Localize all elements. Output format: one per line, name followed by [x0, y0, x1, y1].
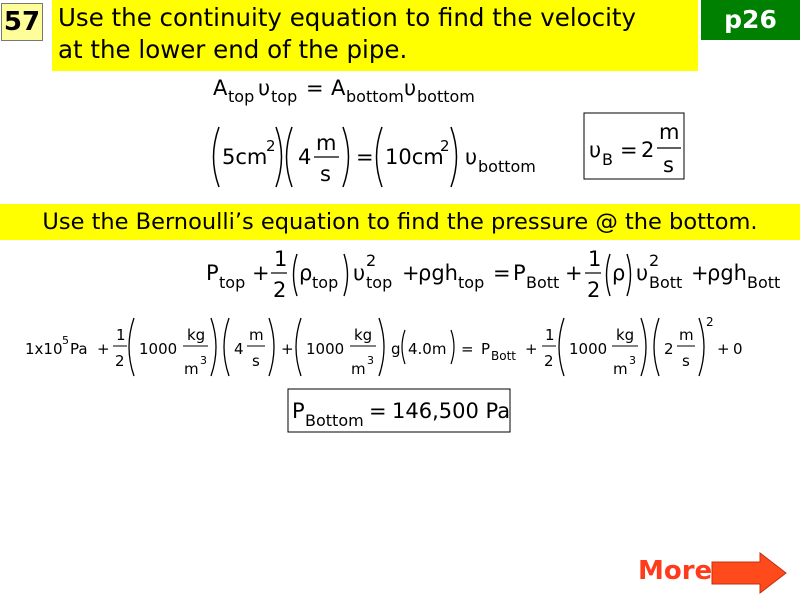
- result1-sub: B: [602, 150, 613, 169]
- eq2-v-bottom: υ: [465, 145, 478, 169]
- eq2-exp-2: 2: [440, 137, 450, 155]
- eq3-half-num-2: 1: [588, 247, 602, 271]
- result1-v: υ: [589, 138, 602, 162]
- velocity-result: [584, 113, 684, 179]
- eq3-plus-4: +: [691, 261, 709, 285]
- title-line-2: at the lower end of the pipe.: [58, 35, 408, 64]
- eq3-P-bott: P: [513, 261, 526, 285]
- eq4-P-bott: P: [481, 340, 491, 358]
- eq2-velocity-value: 4: [298, 145, 312, 169]
- eq4-kg-2: kg: [354, 326, 373, 344]
- eq4-Pa: Pa: [70, 340, 88, 358]
- eq4-unit-s-2: s: [682, 352, 690, 370]
- eq2-unit-s: s: [320, 162, 331, 186]
- eq3-sub-top-4: top: [458, 273, 485, 292]
- eq3-v-top: υ: [353, 261, 366, 285]
- subtitle-bar: Use the Bernoulli’s equation to find the pressure @ the bottom.: [0, 204, 800, 240]
- eq3-plus-3: +: [565, 261, 583, 285]
- eq3-sub-bott-2: Bott: [649, 273, 683, 292]
- eq4-half-den-1: 2: [115, 352, 125, 370]
- eq4-g: g: [391, 340, 401, 358]
- eq4-density-3: 1000: [569, 340, 608, 358]
- eq4-velocity: 4: [234, 340, 244, 358]
- more-link[interactable]: More: [638, 556, 713, 586]
- eq2-area-top: 5cm: [222, 145, 268, 169]
- eq4-unit-m-2: m: [679, 326, 694, 344]
- eq1-A-bottom: A: [331, 76, 346, 100]
- bernoulli-substitution: [25, 315, 743, 378]
- eq1-equals: =: [306, 76, 324, 100]
- eq1-sub-bottom-2: bottom: [417, 87, 475, 106]
- eq4-kg-1: kg: [187, 326, 206, 344]
- result1-equals: =: [620, 138, 638, 162]
- result2-sub: Bottom: [305, 411, 364, 430]
- continuity-substitution: [214, 127, 536, 187]
- eq4-sub-bott: Bott: [491, 349, 516, 363]
- eq4-m3-1: m: [184, 360, 199, 378]
- eq3-plus-2: +: [402, 261, 420, 285]
- eq3-half-den-2: 2: [587, 278, 601, 302]
- result2-P: P: [292, 399, 305, 423]
- eq4-plus-2: +: [281, 340, 294, 358]
- eq3-rhogh-bott: ρgh: [707, 261, 747, 285]
- eq1-sub-top-1: top: [228, 87, 255, 106]
- eq4-m3-3: m: [613, 360, 628, 378]
- eq4-plus-1: +: [97, 340, 110, 358]
- eq3-plus-1: +: [252, 261, 270, 285]
- eq4-exp3-2: 3: [367, 354, 374, 367]
- eq3-sub-top-2: top: [312, 273, 339, 292]
- eq3-sub-bott-1: Bott: [526, 273, 560, 292]
- eq2-equals: =: [356, 145, 374, 169]
- eq3-equals: =: [493, 261, 511, 285]
- eq1-v-top: υ: [258, 76, 271, 100]
- eq3-rho-top: ρ: [299, 261, 313, 285]
- eq4-equals: =: [461, 340, 474, 358]
- eq4-half-num-2: 1: [545, 326, 555, 344]
- eq4-plus-4: +: [717, 340, 730, 358]
- eq2-sub-bottom: bottom: [478, 157, 536, 176]
- eq3-half-num-1: 1: [274, 247, 288, 271]
- eq3-half-den-1: 2: [273, 278, 287, 302]
- eq3-P-top: P: [206, 261, 219, 285]
- eq4-unit-m-1: m: [249, 326, 264, 344]
- eq4-plus-3: +: [525, 340, 538, 358]
- continuity-equation: [213, 76, 475, 106]
- eq2-area-bottom: 10cm: [385, 145, 444, 169]
- eq3-exp-1: 2: [366, 251, 377, 270]
- eq1-A-top: A: [213, 76, 228, 100]
- eq4-exp3-1: 3: [200, 354, 207, 367]
- eq4-density-2: 1000: [306, 340, 345, 358]
- result2-value: 146,500 Pa: [392, 399, 511, 423]
- eq4-p0: 1x10: [25, 340, 63, 358]
- eq3-rhogh-top: ρgh: [418, 261, 458, 285]
- eq4-m3-2: m: [351, 360, 366, 378]
- result1-unit-s: s: [663, 153, 674, 177]
- title-line-1: Use the continuity equation to find the velocity: [58, 3, 637, 32]
- eq1-sub-top-2: top: [271, 87, 298, 106]
- eq4-density-1: 1000: [139, 340, 178, 358]
- eq4-zero: 0: [733, 340, 743, 358]
- result1-value: 2: [641, 138, 655, 162]
- eq3-rho: ρ: [612, 261, 626, 285]
- eq4-unit-s-1: s: [252, 352, 260, 370]
- eq4-exp3-3: 3: [629, 354, 636, 367]
- eq3-sub-top-3: top: [366, 273, 393, 292]
- eq4-kg-3: kg: [616, 326, 635, 344]
- slide-number-badge: 57: [1, 3, 43, 41]
- eq1-v-bottom: υ: [404, 76, 417, 100]
- eq4-half-num-1: 1: [116, 326, 126, 344]
- eq3-v-bott: υ: [636, 261, 649, 285]
- eq4-exp2: 2: [706, 315, 714, 329]
- more-arrow-icon[interactable]: [712, 553, 786, 593]
- eq4-exp5: 5: [62, 334, 69, 347]
- result1-unit-m: m: [659, 120, 680, 144]
- eq3-exp-2: 2: [649, 251, 660, 270]
- result2-equals: =: [369, 399, 387, 423]
- pressure-result: [288, 389, 510, 432]
- eq3-sub-bott-3: Bott: [747, 273, 781, 292]
- eq4-velocity-2: 2: [664, 340, 674, 358]
- page-badge: p26: [701, 0, 800, 40]
- eq1-sub-bottom-1: bottom: [346, 87, 404, 106]
- eq4-height: 4.0m: [408, 340, 447, 358]
- bernoulli-equation: [206, 247, 780, 302]
- eq3-sub-top-1: top: [219, 273, 246, 292]
- eq2-unit-m: m: [316, 131, 337, 155]
- eq2-exp-1: 2: [266, 137, 276, 155]
- eq4-half-den-2: 2: [544, 352, 554, 370]
